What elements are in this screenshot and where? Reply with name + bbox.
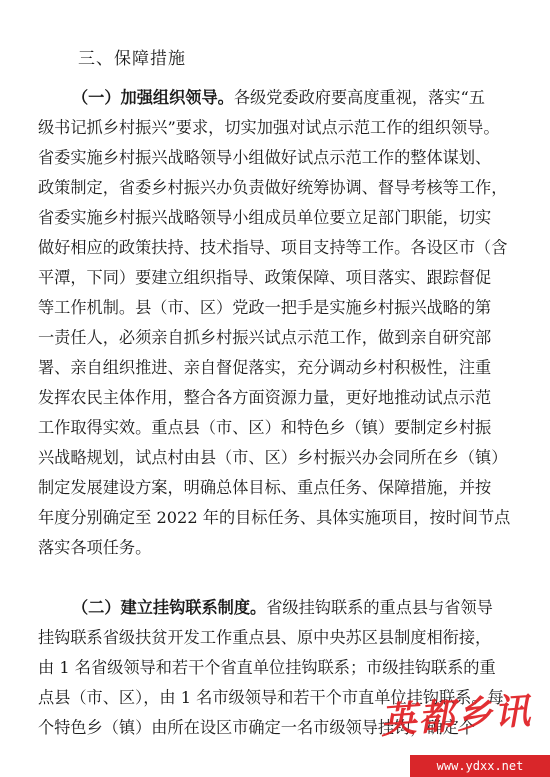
watermark-url: www.ydxx.net bbox=[410, 755, 550, 777]
paragraph-2-line: 省级挂钩联系的重点县与省领导 bbox=[266, 598, 493, 617]
paragraph-1-line: 级书记抓乡村振兴”要求，切实加强对试点示范工作的组织领导。 bbox=[38, 118, 500, 137]
paragraph-2-line: 由 1 名省级领导和若干个省直单位挂钩联系；市级挂钩联系的重 bbox=[38, 658, 496, 677]
paragraph-2-line: 点县（市、区），由 1 名市级领导和若干个市直单位挂钩联系。每 bbox=[38, 688, 504, 707]
paragraph-1-line: 做好相应的政策扶持、技术指导、项目支持等工作。各设区市（含 bbox=[38, 238, 508, 257]
paragraph-1-line: 工作取得实效。重点县（市、区）和特色乡（镇）要制定乡村振 bbox=[38, 418, 492, 437]
paragraph-2-line: 挂钩联系省级扶贫开发工作重点县、原中央苏区县制度相衔接， bbox=[38, 628, 492, 647]
paragraph-1-line: 平潭，下同）要建立组织指导、政策保障、项目落实、跟踪督促 bbox=[38, 268, 492, 287]
paragraph-2-first-line bbox=[72, 598, 493, 618]
paragraph-1-line: 制定发展建设方案，明确总体目标、重点任务、保障措施，并按 bbox=[38, 478, 492, 497]
paragraph-1-line: 兴战略规划，试点村由县（市、区）乡村振兴办会同所在乡（镇） bbox=[38, 448, 508, 467]
paragraph-1-line: 政策制定，省委乡村振兴办负责做好统筹协调、督导考核等工作， bbox=[38, 178, 508, 197]
paragraph-1-line: 落实各项任务。 bbox=[38, 538, 152, 557]
paragraph-1-line: 一责任人，必须亲自抓乡村振兴试点示范工作，做到亲自研究部 bbox=[38, 328, 492, 347]
paragraph-1-line: 各级党委政府要高度重视，落实“五 bbox=[233, 88, 485, 107]
paragraph-1-line: 等工作机制。县（市、区）党政一把手是实施乡村振兴战略的第 bbox=[38, 298, 492, 317]
paragraph-1-line: 省委实施乡村振兴战略领导小组成员单位要立足部门职能，切实 bbox=[38, 208, 492, 227]
paragraph-1-line: 年度分别确定至 2022 年的目标任务、具体实施项目，按时间节点 bbox=[38, 508, 511, 527]
watermark-logo: 英都乡讯 bbox=[378, 689, 534, 743]
paragraph-1-line: 省委实施乡村振兴战略领导小组做好试点示范工作的整体谋划、 bbox=[38, 148, 492, 167]
paragraph-1-first-line bbox=[72, 88, 485, 108]
paragraph-2-title: （二）建立挂钩联系制度。 bbox=[72, 598, 267, 617]
paragraph-2-line: 个特色乡（镇）由所在设区市确定一名市级领导挂钩，确定个 bbox=[38, 718, 476, 737]
paragraph-1-line: 发挥农民主体作用，整合各方面资源力量，更好地推动试点示范 bbox=[38, 388, 492, 407]
paragraph-1-title: （一）加强组织领导。 bbox=[72, 88, 234, 107]
paragraph-1-line: 署、亲自组织推进、亲自督促落实，充分调动乡村积极性，注重 bbox=[38, 358, 492, 377]
section-heading: 三、保障措施 bbox=[78, 49, 186, 69]
